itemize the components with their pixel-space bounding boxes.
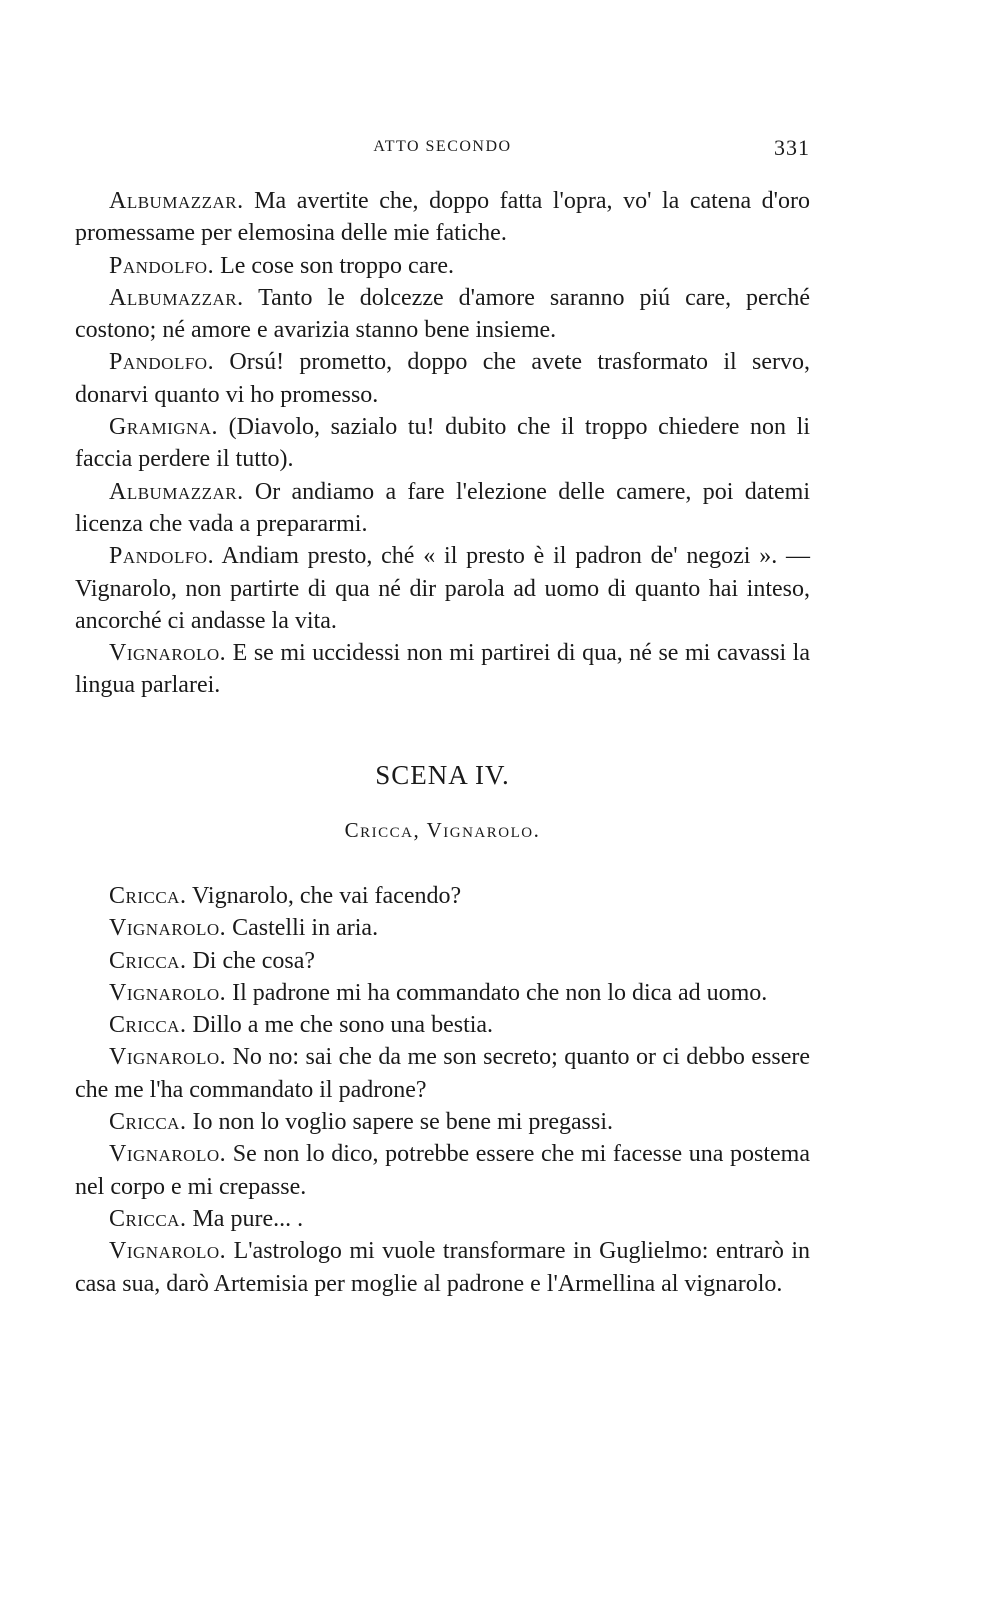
page-number: 331	[774, 135, 810, 160]
dialogue-line	[75, 1009, 810, 1041]
dialogue-line	[75, 637, 810, 702]
speech-text: (Diavolo, sazialo tu! dubito che il troppo chiedere non li faccia perdere il tutto).	[75, 414, 810, 473]
speech-text: Vignarolo, che vai facendo?	[186, 883, 462, 909]
speaker-name: Albumazzar.	[109, 188, 244, 214]
speech-text: Io non lo voglio sapere se bene mi pregassi.	[186, 1109, 614, 1136]
speaker-name: Cricca.	[109, 1012, 187, 1039]
speaker-name: Vignarolo.	[109, 1141, 227, 1168]
speaker-name: Pandolfo.	[109, 543, 215, 570]
speech-text: Il padrone mi ha commandato che non lo dica ad uomo.	[226, 979, 768, 1006]
speaker-name: Cricca.	[109, 947, 187, 974]
speaker-name: Vignarolo.	[109, 979, 227, 1006]
scene-title: SCENA IV.	[375, 760, 510, 790]
dialogue-line	[75, 411, 810, 476]
dialogue-line	[75, 476, 810, 541]
dialogue-line	[75, 540, 810, 637]
speaker-name: Pandolfo.	[109, 252, 215, 279]
running-head	[75, 135, 810, 161]
speech-text: No no: sai che da me son secreto; quanto or ci debbo essere che me l'ha commandato il padrone?	[75, 1044, 810, 1103]
dialogue-line	[75, 185, 810, 250]
dialogue-line	[75, 250, 810, 282]
speech-text: Dillo a me che sono una bestia.	[186, 1012, 494, 1039]
dialogue-line	[75, 1106, 810, 1138]
speech-text: Se non lo dico, potrebbe essere che mi facesse una postema nel corpo e mi crepasse.	[75, 1141, 810, 1200]
speech-text: Or andiamo a fare l'elezione delle camere, poi datemi licenza che vada a prepararmi.	[75, 478, 810, 537]
speech-text: L'astrologo mi vuole transformare in Guglielmo: entrarò in casa sua, darò Artemisia per moglie al padrone e l'Armellina al vignarolo.	[75, 1238, 810, 1297]
dialogue-line	[75, 880, 810, 912]
speech-text: Andiam presto, ché « il presto è il padron de' negozi ». — Vignarolo, non partirte di qua né dir parola ad uomo di quanto hai inteso, ancorché ci andasse la vita.	[75, 543, 810, 634]
scene-iv-dialogue	[75, 880, 810, 1300]
dialogue-line	[75, 282, 810, 347]
speaker-name: Vignarolo.	[109, 640, 227, 667]
speaker-name: Cricca.	[109, 1109, 187, 1136]
dialogue-line	[75, 1138, 810, 1203]
speaker-name: Cricca.	[109, 883, 187, 909]
dialogue-line	[75, 977, 810, 1009]
speaker-name: Gramigna.	[109, 414, 219, 441]
scene-characters: Cricca, Vignarolo.	[344, 818, 541, 842]
speech-text: Ma avertite che, doppo fatta l'opra, vo' la catena d'oro promessame per elemosina delle mie fatiche.	[75, 188, 810, 247]
speech-text: Ma pure... .	[186, 1205, 304, 1232]
speech-text: Orsú! prometto, doppo che avete trasformato il servo, donarvi quanto vi ho promesso.	[75, 349, 810, 408]
dialogue-line	[75, 912, 810, 944]
speech-text: Castelli in aria.	[226, 915, 379, 942]
scene-iii-ending	[75, 185, 810, 702]
speech-text: E se mi uccidessi non mi partirei di qua, né se mi cavassi la lingua parlarei.	[75, 640, 810, 699]
speech-text: Le cose son troppo care.	[214, 252, 454, 279]
speech-text: Tanto le dolcezze d'amore saranno piú care, perché costono; né amore e avarizia stanno bene insieme.	[75, 284, 810, 344]
dialogue-line	[75, 1203, 810, 1235]
speaker-name: Albumazzar.	[109, 478, 244, 505]
dialogue-line	[75, 945, 810, 977]
speech-text: Di che cosa?	[186, 947, 316, 974]
speaker-name: Albumazzar.	[109, 284, 244, 311]
running-title: ATTO SECONDO	[373, 138, 512, 155]
dialogue-line	[75, 346, 810, 411]
speaker-name: Vignarolo.	[109, 1238, 227, 1265]
dialogue-line	[75, 1041, 810, 1106]
dialogue-line	[75, 1235, 810, 1300]
speaker-name: Pandolfo.	[109, 349, 215, 376]
speaker-name: Cricca.	[109, 1205, 187, 1232]
speaker-name: Vignarolo.	[109, 915, 227, 942]
speaker-name: Vignarolo.	[109, 1044, 227, 1071]
